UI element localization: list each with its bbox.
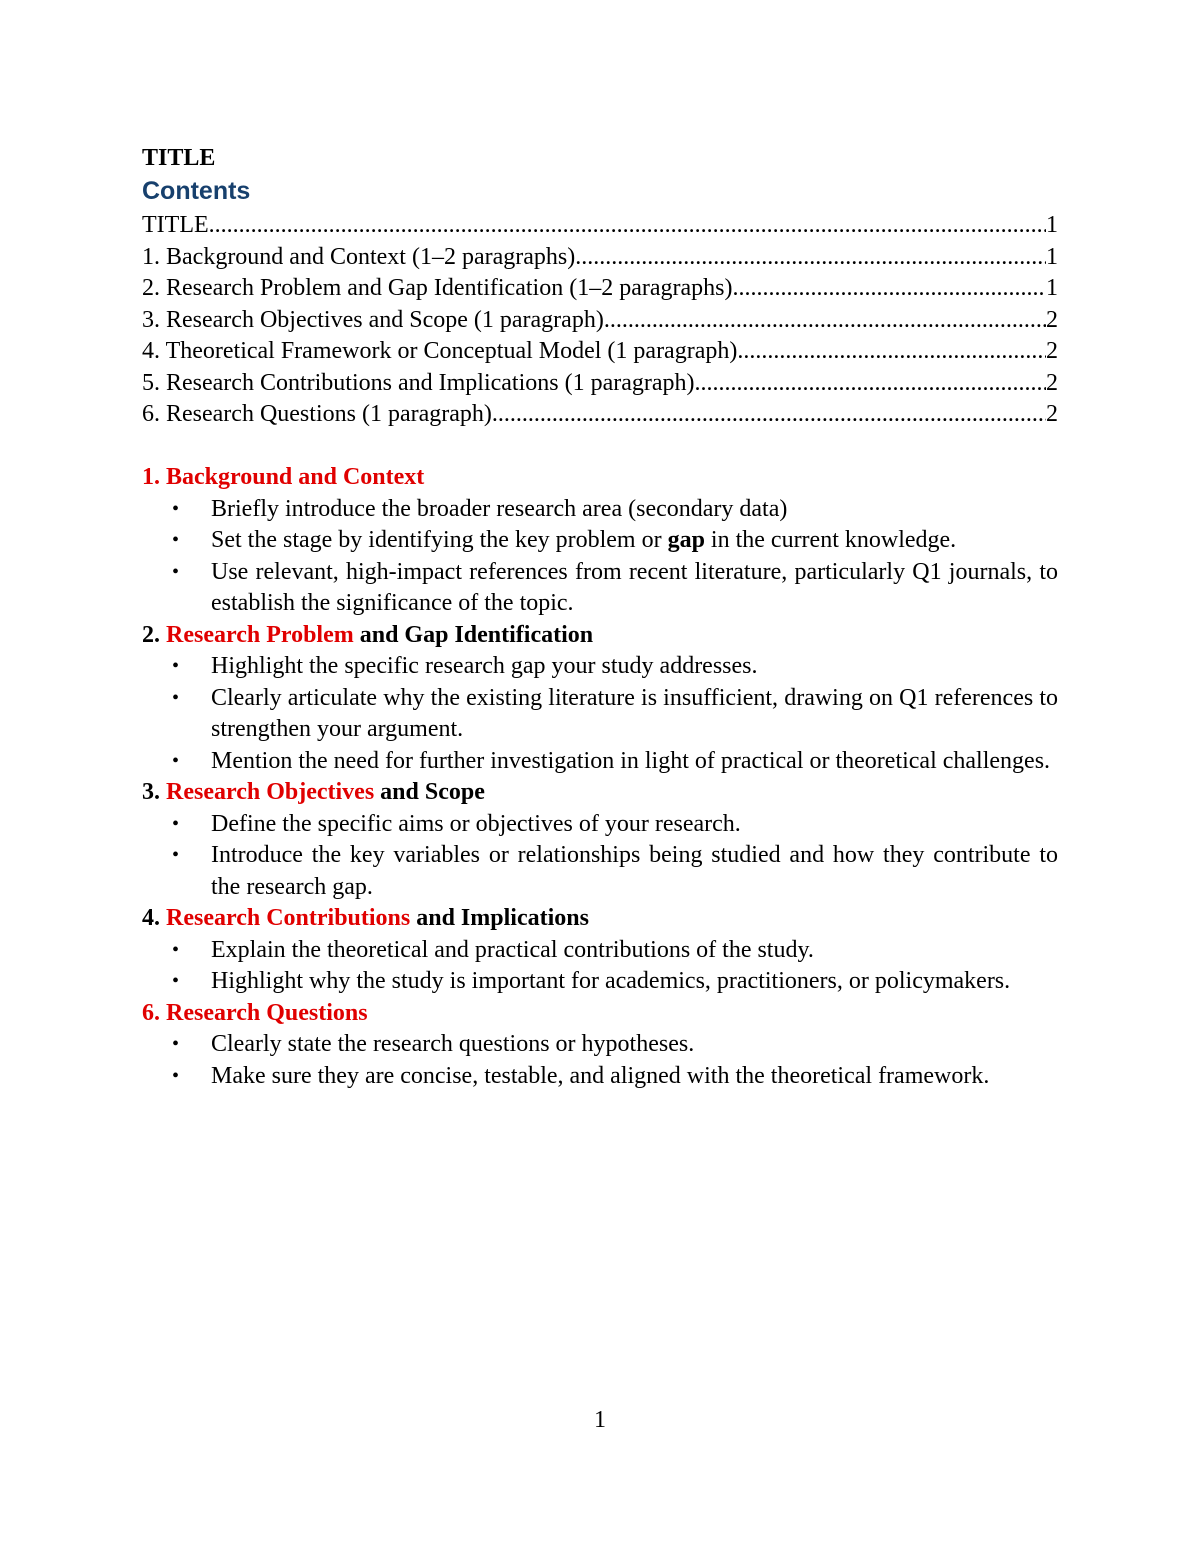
toc-entry-text: TITLE: [142, 212, 209, 238]
bullet-text-bold: gap: [667, 527, 705, 553]
list-item: [142, 494, 1058, 526]
section-heading: [142, 777, 1058, 809]
section-background-context: [142, 462, 1058, 620]
section-heading-red: Research Contributions: [166, 905, 411, 931]
section-heading-red: Research Objectives: [166, 779, 375, 805]
section-heading-red: Research Questions: [166, 999, 368, 1026]
bullet-icon: •: [172, 1033, 180, 1055]
bullet-text: Mention the need for further investigation in light of practical or theoretical challenges.: [211, 747, 1051, 774]
bullet-text: Highlight why the study is important for academics, practitioners, or policymakers.: [211, 968, 1011, 994]
toc-leader-dots: [209, 210, 1046, 242]
section-heading-rest: and Scope: [380, 779, 485, 805]
section-research-questions: [142, 998, 1058, 1093]
table-of-contents: [142, 210, 1058, 431]
bullet-icon: •: [172, 497, 180, 520]
bullet-icon: •: [172, 844, 180, 866]
toc-heading: Contents: [142, 177, 251, 205]
bullet-list: [142, 935, 1058, 998]
toc-entry-page: 2: [1046, 306, 1058, 333]
page-body: [142, 142, 1058, 1092]
bullet-icon: •: [172, 560, 180, 583]
bullet-icon: •: [172, 938, 180, 961]
section-heading-rest: and Implications: [416, 905, 589, 931]
page-number: 1: [594, 1407, 606, 1433]
bullet-text: Make sure they are concise, testable, and aligned with the theoretical framework.: [211, 1062, 990, 1089]
toc-entry-text: 1. Background and Context (1–2 paragraphs): [142, 243, 576, 270]
toc-entry-text: 3. Research Objectives and Scope (1 paragraph): [142, 306, 604, 333]
bullet-list: [142, 651, 1058, 777]
list-item: [142, 840, 1058, 903]
bullet-list: [142, 809, 1058, 904]
toc-entry-page: 2: [1046, 369, 1058, 396]
toc-entry-page: 1: [1046, 275, 1058, 301]
toc-entry-page: 1: [1046, 212, 1058, 238]
list-item: [142, 1029, 1058, 1061]
bullet-text: Introduce the key variables or relationships being studied and how they contribute to the research gap.: [211, 842, 1058, 900]
bullet-text: Clearly articulate why the existing literature is insufficient, drawing on Q1 references to strengthen your argument.: [211, 684, 1058, 742]
section-research-problem: [142, 620, 1058, 778]
bullet-text: Briefly introduce the broader research area (secondary data): [211, 495, 788, 522]
bullet-list: [142, 494, 1058, 620]
list-item: [142, 809, 1058, 841]
list-item: [142, 683, 1058, 746]
bullet-icon: •: [172, 686, 180, 709]
section-heading-red: Background and Context: [166, 464, 425, 490]
toc-entry[interactable]: [142, 273, 1058, 305]
bullet-text: Define the specific aims or objectives of your research.: [211, 810, 741, 837]
spacer: [142, 431, 1058, 463]
bullet-text: Use relevant, high-impact references from recent literature, particularly Q1 journals, to establish the significance of the topic.: [211, 558, 1058, 616]
toc-leader-dots: [492, 399, 1046, 431]
list-item: [142, 557, 1058, 620]
toc-entry[interactable]: [142, 399, 1058, 431]
list-item: [142, 525, 1058, 557]
toc-entry-text: 2. Research Problem and Gap Identification (1–2 paragraphs): [142, 275, 733, 301]
section-heading: [142, 620, 1058, 652]
list-item: [142, 651, 1058, 683]
toc-entry-text: 4. Theoretical Framework or Conceptual Model (1 paragraph): [142, 338, 738, 364]
toc-leader-dots: [575, 242, 1046, 274]
bullet-text: Explain the theoretical and practical contributions of the study.: [211, 936, 814, 963]
document-title: TITLE: [142, 145, 216, 171]
bullet-icon: •: [172, 749, 180, 772]
bullet-icon: •: [172, 812, 180, 835]
list-item: [142, 966, 1058, 998]
section-research-objectives: [142, 777, 1058, 903]
toc-leader-dots: [695, 368, 1046, 400]
bullet-icon: •: [172, 1064, 180, 1087]
toc-entry[interactable]: [142, 305, 1058, 337]
list-item: [142, 935, 1058, 967]
bullet-list: [142, 1029, 1058, 1092]
toc-entry-page: 2: [1046, 401, 1058, 427]
toc-entry-page: 1: [1046, 243, 1058, 270]
section-heading: [142, 998, 1058, 1030]
toc-entry[interactable]: [142, 242, 1058, 274]
section-research-contributions: [142, 903, 1058, 998]
bullet-icon: •: [172, 655, 180, 677]
toc-leader-dots: [737, 336, 1046, 368]
section-number: 1.: [142, 464, 160, 490]
toc-entry[interactable]: [142, 368, 1058, 400]
section-heading: [142, 462, 1058, 494]
list-item: [142, 1061, 1058, 1093]
section-number: 2.: [142, 621, 160, 648]
list-item: [142, 746, 1058, 778]
bullet-text: Clearly state the research questions or hypotheses.: [211, 1031, 695, 1057]
bullet-icon: •: [172, 970, 180, 992]
bullet-icon: •: [172, 529, 180, 551]
toc-entry-text: 5. Research Contributions and Implications (1 paragraph): [142, 369, 695, 396]
toc-leader-dots: [732, 273, 1046, 305]
section-number: 4.: [142, 905, 160, 931]
toc-leader-dots: [604, 305, 1046, 337]
bullet-text-before: Set the stage by identifying the key problem or: [211, 527, 668, 553]
bullet-text: Highlight the specific research gap your study addresses.: [211, 653, 758, 679]
section-number: 6.: [142, 999, 160, 1026]
section-heading-red: Research Problem: [166, 621, 354, 648]
section-heading: [142, 903, 1058, 935]
bullet-text-after: in the current knowledge.: [704, 527, 957, 553]
toc-entry[interactable]: [142, 210, 1058, 242]
section-number: 3.: [142, 779, 160, 805]
toc-entry-text: 6. Research Questions (1 paragraph): [142, 401, 492, 427]
section-heading-rest: and Gap Identification: [359, 621, 594, 648]
toc-entry[interactable]: [142, 336, 1058, 368]
toc-entry-page: 2: [1046, 338, 1058, 364]
